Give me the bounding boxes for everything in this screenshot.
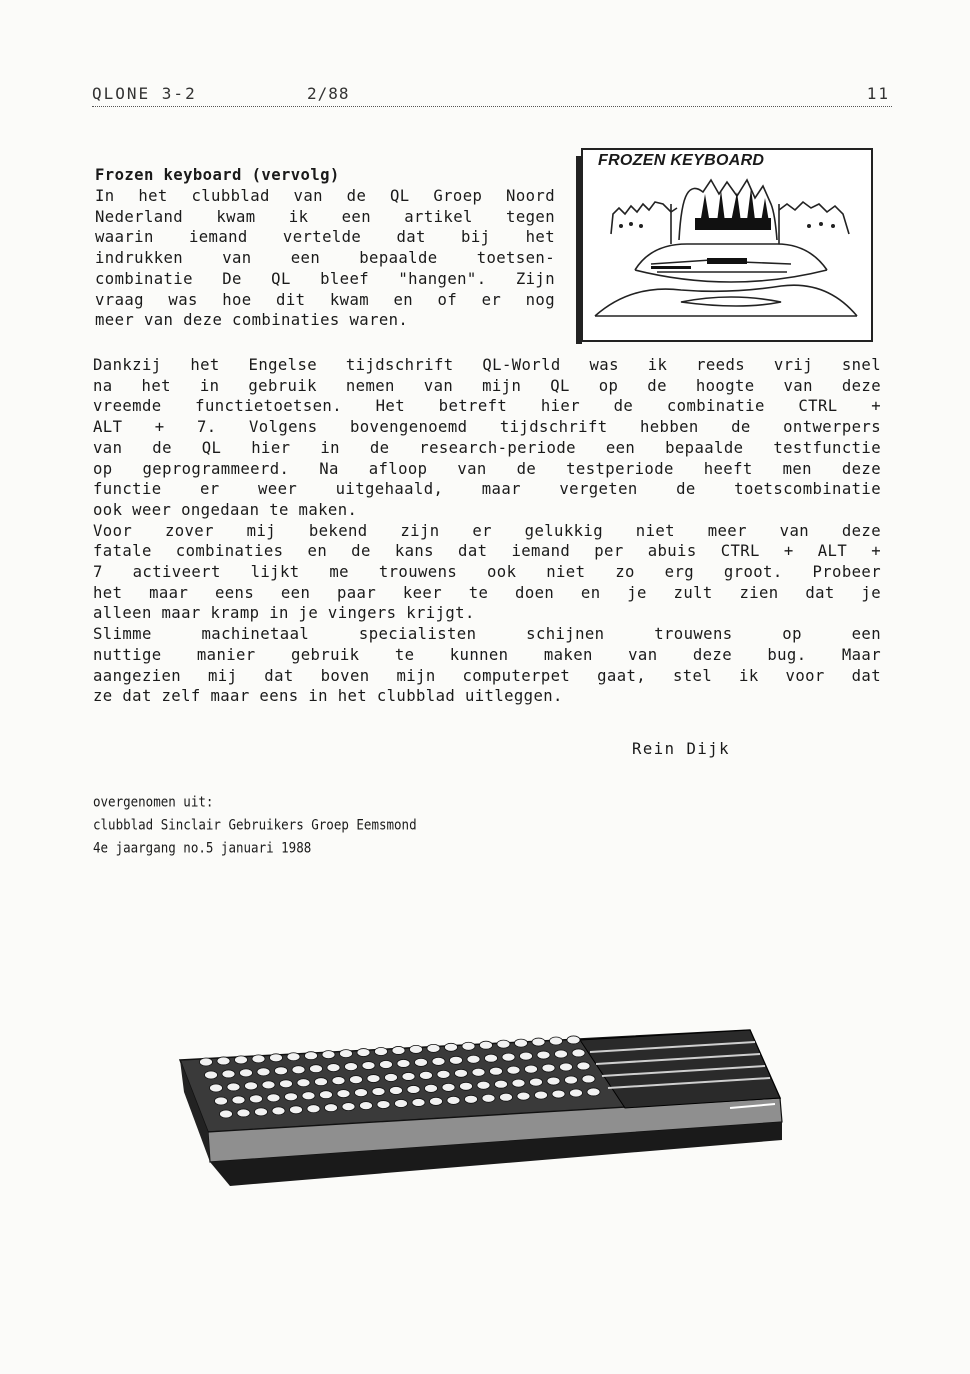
keycap <box>412 1098 425 1106</box>
keycap <box>337 1090 350 1098</box>
keycap <box>532 1038 545 1046</box>
source-line: 4e jaargang no.5 januari 1988 <box>93 839 312 856</box>
issue-date: 2/88 <box>307 84 350 103</box>
publication-title: QLONE 3-2 <box>92 84 197 103</box>
keycap <box>275 1067 288 1075</box>
intro-line: indrukken van een bepaalde toetsen- <box>95 249 555 268</box>
keycap <box>450 1056 463 1064</box>
keycap <box>437 1070 450 1078</box>
keycap <box>577 1062 590 1070</box>
body-line: van de QL hier in de research-periode een bepaalde testfunctie <box>93 438 881 457</box>
keycap <box>255 1108 268 1116</box>
keycap <box>342 1103 355 1111</box>
body-line: na het in gebruik nemen van mijn QL op de hoogte van deze <box>93 376 881 395</box>
keycap <box>425 1084 438 1092</box>
keycap <box>565 1076 578 1084</box>
keycap <box>512 1079 525 1087</box>
body-line: Dankzij het Engelse tijdschrift QL-World was ik reeds vrij snel <box>93 356 881 374</box>
page-number: 11 <box>866 84 890 103</box>
frozen-keyboard-cartoon <box>581 148 873 342</box>
keycap <box>520 1052 533 1060</box>
keycap <box>570 1089 583 1097</box>
keycap <box>327 1064 340 1072</box>
keycap <box>297 1079 310 1087</box>
intro-line: combinatie De QL bleef "hangen". Zijn <box>95 269 555 288</box>
keycap <box>587 1088 600 1096</box>
keycap <box>392 1046 405 1054</box>
keycap <box>397 1059 410 1067</box>
keycap <box>490 1067 503 1075</box>
keycap <box>252 1055 265 1063</box>
keycap <box>465 1095 478 1103</box>
body-line: Voor zover mij bekend zijn er gelukkig niet meer van deze <box>93 521 881 540</box>
keycap <box>267 1094 280 1102</box>
keycap <box>270 1054 283 1062</box>
keycap <box>582 1075 595 1083</box>
page-header <box>92 84 892 107</box>
keycap <box>420 1071 433 1079</box>
keycap <box>410 1045 423 1053</box>
keycap <box>332 1077 345 1085</box>
keycap <box>427 1044 440 1052</box>
keycap <box>287 1053 300 1061</box>
keycap <box>272 1107 285 1115</box>
keycap <box>235 1056 248 1064</box>
frozen-keyboard-illustration <box>591 174 863 332</box>
keycap <box>375 1048 388 1056</box>
source-line: overgenomen uit: <box>93 793 214 810</box>
keycap <box>500 1093 513 1101</box>
keycap <box>517 1092 530 1100</box>
body-line: alleen maar kramp in je vingers krijgt. <box>93 604 475 623</box>
keycap <box>250 1095 263 1103</box>
keycap <box>385 1074 398 1082</box>
keycap <box>380 1061 393 1069</box>
keycap <box>495 1080 508 1088</box>
keycap <box>485 1054 498 1062</box>
keycap <box>572 1049 585 1057</box>
keycap <box>322 1051 335 1059</box>
keycap <box>362 1062 375 1070</box>
keycap <box>372 1088 385 1096</box>
keycap <box>222 1070 235 1078</box>
source-line: clubblad Sinclair Gebruikers Groep Eemsmond <box>93 816 417 833</box>
article-heading: Frozen keyboard (vervolg) <box>95 166 340 184</box>
keycap <box>415 1058 428 1066</box>
keycap <box>310 1065 323 1073</box>
body-line: vreemde functietoetsen. Het betreft hier de combinatie CTRL + <box>93 397 881 416</box>
keycap <box>447 1096 460 1104</box>
keycap <box>442 1083 455 1091</box>
keycap <box>350 1076 363 1084</box>
keycap <box>232 1096 245 1104</box>
keycap <box>357 1049 370 1057</box>
keycap <box>477 1081 490 1089</box>
keycap <box>407 1085 420 1093</box>
body-line: aangezien mij dat boven mijn computerpet gaat, stel ik voor dat <box>93 666 881 685</box>
intro-line: In het clubblad van de QL Groep Noord <box>95 187 555 205</box>
body-line: op geprogrammeerd. Na afloop van de testperiode heeft men deze <box>93 459 881 478</box>
keycap <box>280 1080 293 1088</box>
keycap <box>402 1072 415 1080</box>
intro-line: vraag was hoe dit kwam en of er nog <box>95 290 555 309</box>
keycap <box>537 1051 550 1059</box>
keycap <box>262 1081 275 1089</box>
keycap <box>215 1097 228 1105</box>
keycap <box>455 1069 468 1077</box>
keycap <box>205 1071 218 1079</box>
intro-line: waarin iemand vertelde dat bij het <box>95 228 555 247</box>
keycap <box>227 1083 240 1091</box>
keycap <box>237 1109 250 1117</box>
article-body <box>93 355 881 707</box>
keycap <box>535 1091 548 1099</box>
keycap <box>560 1063 573 1071</box>
keycap <box>480 1041 493 1049</box>
keycap <box>552 1090 565 1098</box>
keycap <box>220 1110 233 1118</box>
body-line: ALT + 7. Volgens bovengenoemd tijdschrift hebben de ontwerpers <box>93 418 881 437</box>
keycap <box>210 1084 223 1092</box>
keycap <box>395 1100 408 1108</box>
keycap <box>307 1105 320 1113</box>
keycap <box>507 1066 520 1074</box>
keycap <box>367 1075 380 1083</box>
body-line: ze dat zelf maar eens in het clubblad uitleggen. <box>93 687 563 706</box>
keycap <box>320 1091 333 1099</box>
keycap <box>547 1077 560 1085</box>
keycap <box>567 1036 580 1044</box>
keycap <box>515 1039 528 1047</box>
body-line: Slimme machinetaal specialisten schijnen trouwens op een <box>93 625 881 644</box>
keycap <box>345 1063 358 1071</box>
keycap <box>497 1040 510 1048</box>
body-line: fatale combinaties en de kans dat iemand per abuis CTRL + ALT + <box>93 542 881 561</box>
body-line: 7 activeert lijkt me trouwens ook niet zo erg groot. Probeer <box>93 563 881 582</box>
intro-line: Nederland kwam ik een artikel tegen <box>95 207 555 226</box>
keycap <box>302 1092 315 1100</box>
keycap <box>472 1068 485 1076</box>
body-line: het maar eens een paar keer te doen en je zult zien dat je <box>93 583 881 602</box>
keycap <box>360 1102 373 1110</box>
keycap <box>432 1057 445 1065</box>
intro-paragraph <box>95 186 555 331</box>
keycap <box>257 1068 270 1076</box>
keycap <box>460 1082 473 1090</box>
keycap <box>502 1053 515 1061</box>
keycap <box>462 1042 475 1050</box>
keycap <box>290 1106 303 1114</box>
keycap <box>285 1093 298 1101</box>
author-signature: Rein Dijk <box>632 740 730 758</box>
sinclair-ql-computer-illustration <box>170 1022 810 1192</box>
keycap <box>525 1065 538 1073</box>
keycap <box>315 1078 328 1086</box>
keycap <box>200 1058 213 1066</box>
keycap <box>355 1089 368 1097</box>
keycap <box>530 1078 543 1086</box>
body-line: functie er weer uitgehaald, maar vergeten de toetscombinatie <box>93 480 881 499</box>
keycap <box>390 1087 403 1095</box>
body-line: ook weer ongedaan te maken. <box>93 500 358 519</box>
keycap <box>550 1037 563 1045</box>
cartoon-title: FROZEN KEYBOARD <box>598 152 765 169</box>
keycap <box>245 1082 258 1090</box>
body-line: nuttige manier gebruik te kunnen maken van deze bug. Maar <box>93 645 881 664</box>
intro-line: meer van deze combinaties waren. <box>95 311 409 330</box>
keycap <box>542 1064 555 1072</box>
keycap <box>467 1055 480 1063</box>
keycap <box>340 1050 353 1058</box>
keycap <box>240 1069 253 1077</box>
keycap <box>292 1066 305 1074</box>
keycap <box>377 1101 390 1109</box>
keycap <box>217 1057 230 1065</box>
keycap <box>482 1094 495 1102</box>
keycap <box>445 1043 458 1051</box>
keycap <box>325 1104 338 1112</box>
keycap <box>430 1097 443 1105</box>
keycap <box>305 1052 318 1060</box>
keycap <box>555 1050 568 1058</box>
source-credit <box>93 790 417 859</box>
